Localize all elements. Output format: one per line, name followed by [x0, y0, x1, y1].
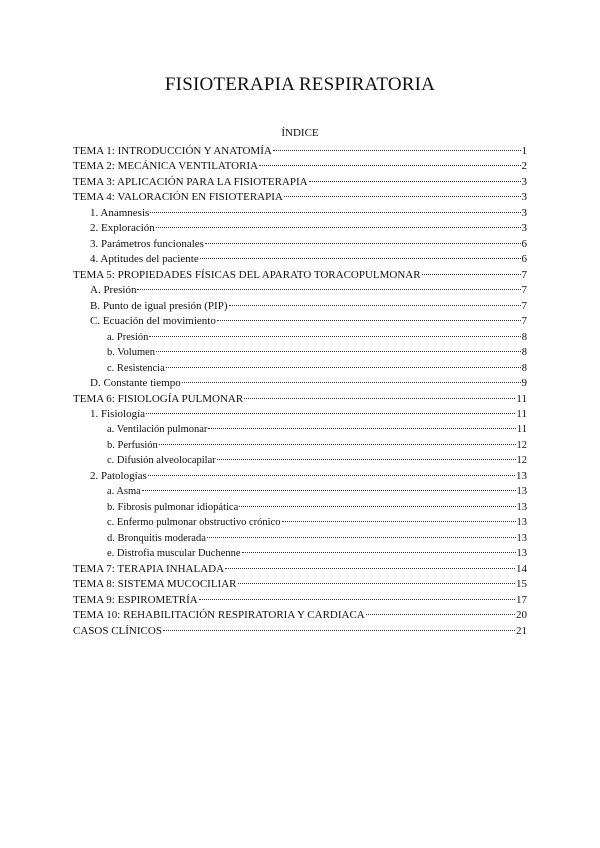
toc-entry[interactable] — [73, 562, 527, 577]
toc-entry[interactable] — [73, 159, 527, 174]
toc-entry-page-number: 3 — [521, 222, 527, 235]
toc-entry-page-number: 3 — [521, 175, 527, 188]
toc-entry[interactable] — [73, 577, 527, 592]
toc-entry[interactable] — [73, 515, 527, 530]
toc-entry-page-number: 12 — [516, 455, 527, 467]
toc-entry[interactable] — [73, 206, 527, 221]
toc-entry[interactable] — [73, 376, 527, 391]
toc-entry[interactable] — [73, 407, 527, 422]
toc-dot-leader — [239, 505, 515, 507]
toc-dot-leader — [142, 489, 516, 491]
toc-entry[interactable] — [73, 221, 527, 236]
toc-dot-leader — [149, 335, 520, 337]
toc-entry-label: TEMA 2: MECÁNICA VENTILATORIA — [73, 160, 259, 173]
toc-entry[interactable] — [73, 299, 527, 314]
toc-dot-leader — [200, 257, 521, 259]
toc-entry-page-number: 13 — [516, 548, 527, 560]
toc-entry[interactable] — [73, 624, 527, 639]
toc-entry[interactable] — [73, 392, 527, 407]
toc-entry-label: e. Distrofia muscular Duchenne — [107, 548, 241, 560]
toc-entry[interactable] — [73, 190, 527, 205]
toc-entry-label: 1. Fisiología — [90, 407, 146, 420]
toc-dot-leader — [146, 412, 515, 414]
toc-entry-page-number: 14 — [516, 562, 527, 575]
table-of-contents — [73, 144, 527, 639]
toc-entry-label: 3. Parámetros funcionales — [90, 237, 204, 250]
toc-entry-page-number: 8 — [521, 347, 527, 359]
toc-entry-page-number: 11 — [516, 424, 527, 436]
toc-entry-page-number: 3 — [521, 191, 527, 204]
toc-dot-leader — [238, 582, 516, 584]
toc-entry-page-number: 6 — [521, 253, 527, 266]
toc-entry[interactable] — [73, 531, 527, 546]
toc-entry[interactable] — [73, 422, 527, 437]
toc-entry-label: a. Ventilación pulmonar — [107, 424, 208, 436]
toc-entry-page-number: 8 — [521, 331, 527, 343]
toc-dot-leader — [166, 366, 521, 368]
page-title: FISIOTERAPIA RESPIRATORIA — [164, 74, 436, 95]
toc-entry[interactable] — [73, 361, 527, 376]
toc-entry-page-number: 7 — [521, 299, 527, 312]
toc-entry-label: TEMA 10: REHABILITACIÓN RESPIRATORIA Y CARDIACA — [73, 609, 365, 622]
toc-dot-leader — [244, 397, 515, 399]
toc-entry[interactable] — [73, 252, 527, 267]
toc-entry-page-number: 6 — [521, 237, 527, 250]
toc-dot-leader — [217, 319, 521, 321]
toc-entry-label: TEMA 6: FISIOLOGÍA PULMONAR — [73, 392, 244, 405]
toc-dot-leader — [148, 474, 515, 476]
toc-entry-label: TEMA 8: SISTEMA MUCOCILIAR — [73, 578, 237, 591]
toc-entry-page-number: 13 — [516, 517, 527, 529]
toc-dot-leader — [273, 149, 521, 151]
toc-dot-leader — [366, 613, 515, 615]
toc-entry[interactable] — [73, 237, 527, 252]
toc-dot-leader — [225, 567, 515, 569]
toc-entry-page-number: 11 — [516, 392, 527, 405]
toc-entry[interactable] — [73, 438, 527, 453]
toc-entry-label: B. Punto de igual presión (PIP) — [90, 299, 228, 312]
toc-entry-label: CASOS CLÍNICOS — [73, 624, 162, 637]
toc-dot-leader — [422, 273, 521, 275]
toc-entry-page-number: 20 — [516, 609, 527, 622]
toc-entry[interactable] — [73, 453, 527, 468]
toc-entry-label: TEMA 3: APLICACIÓN PARA LA FISIOTERAPIA — [73, 175, 308, 188]
toc-entry-page-number: 13 — [516, 532, 527, 544]
toc-entry-page-number: 9 — [521, 377, 527, 390]
toc-entry[interactable] — [73, 593, 527, 608]
toc-entry-page-number: 11 — [516, 407, 527, 420]
toc-dot-leader — [282, 520, 516, 522]
toc-entry-label: TEMA 4: VALORACIÓN EN FISIOTERAPIA — [73, 191, 283, 204]
toc-entry-page-number: 13 — [516, 486, 527, 498]
toc-entry-page-number: 8 — [521, 362, 527, 374]
toc-entry-page-number: 17 — [516, 593, 527, 606]
toc-entry-page-number: 3 — [521, 206, 527, 219]
toc-entry[interactable] — [73, 268, 527, 283]
toc-entry-label: TEMA 1: INTRODUCCIÓN Y ANATOMÍA — [73, 145, 272, 157]
toc-entry-label: C. Ecuación del movimiento — [90, 315, 216, 328]
toc-entry-label: a. Presión — [107, 331, 149, 343]
toc-entry-label: d. Bronquitis moderada — [107, 532, 206, 544]
toc-entry-label: b. Perfusión — [107, 439, 158, 451]
toc-dot-leader — [205, 242, 521, 244]
toc-entry-label: a. Asma — [107, 486, 141, 498]
toc-entry-label: TEMA 5: PROPIEDADES FÍSICAS DEL APARATO TORACOPULMONAR — [73, 268, 421, 281]
toc-heading: ÍNDICE — [281, 127, 319, 139]
toc-dot-leader — [159, 443, 516, 445]
toc-entry-label: 1. Anamnesis — [90, 206, 150, 219]
toc-entry-page-number: 13 — [516, 469, 527, 482]
toc-entry-label: A. Presión — [90, 284, 137, 297]
toc-entry-label: TEMA 7: TERAPIA INHALADA — [73, 562, 225, 575]
toc-dot-leader — [208, 427, 515, 429]
toc-dot-leader — [137, 288, 520, 290]
toc-dot-leader — [229, 304, 521, 306]
toc-entry-label: c. Difusión alveolocapilar — [107, 455, 216, 467]
toc-entry-page-number: 7 — [521, 268, 527, 281]
toc-entry[interactable] — [73, 500, 527, 515]
toc-dot-leader — [163, 629, 515, 631]
toc-dot-leader — [182, 381, 521, 383]
toc-dot-leader — [199, 598, 515, 600]
toc-dot-leader — [156, 350, 521, 352]
toc-entry[interactable] — [73, 608, 527, 623]
toc-entry-label: 2. Patologías — [90, 469, 147, 482]
toc-entry-label: 4. Aptitudes del paciente — [90, 253, 199, 266]
toc-entry[interactable] — [73, 469, 527, 484]
toc-dot-leader — [156, 226, 521, 228]
toc-entry-label: b. Fibrosis pulmonar idiopática — [107, 501, 239, 513]
toc-entry-label: TEMA 9: ESPIROMETRÍA — [73, 593, 198, 606]
toc-entry[interactable] — [73, 330, 527, 345]
toc-entry-page-number: 21 — [516, 624, 527, 637]
toc-entry-label: c. Enfermo pulmonar obstructivo crónico — [107, 517, 281, 529]
toc-entry[interactable] — [73, 144, 527, 159]
toc-entry[interactable] — [73, 283, 527, 298]
toc-entry-label: D. Constante tiempo — [90, 377, 181, 390]
toc-entry-page-number: 15 — [516, 578, 527, 591]
toc-entry[interactable] — [73, 175, 527, 190]
toc-entry-label: 2. Exploración — [90, 222, 155, 235]
toc-dot-leader — [150, 211, 520, 213]
toc-entry-label: b. Volumen — [107, 347, 156, 359]
toc-entry[interactable] — [73, 484, 527, 499]
toc-entry[interactable] — [73, 345, 527, 360]
toc-entry-page-number: 2 — [521, 160, 527, 173]
toc-entry-label: c. Resistencia — [107, 362, 165, 374]
toc-dot-leader — [217, 458, 516, 460]
toc-entry[interactable] — [73, 314, 527, 329]
toc-entry-page-number: 7 — [521, 315, 527, 328]
toc-dot-leader — [309, 180, 521, 182]
toc-dot-leader — [242, 551, 516, 553]
toc-entry-page-number: 12 — [516, 439, 527, 451]
toc-dot-leader — [259, 164, 520, 166]
toc-entry-page-number: 1 — [521, 145, 527, 157]
toc-entry-page-number: 13 — [516, 501, 527, 513]
toc-dot-leader — [284, 195, 521, 197]
toc-dot-leader — [207, 536, 516, 538]
toc-entry-page-number: 7 — [521, 284, 527, 297]
toc-entry[interactable] — [73, 546, 527, 561]
